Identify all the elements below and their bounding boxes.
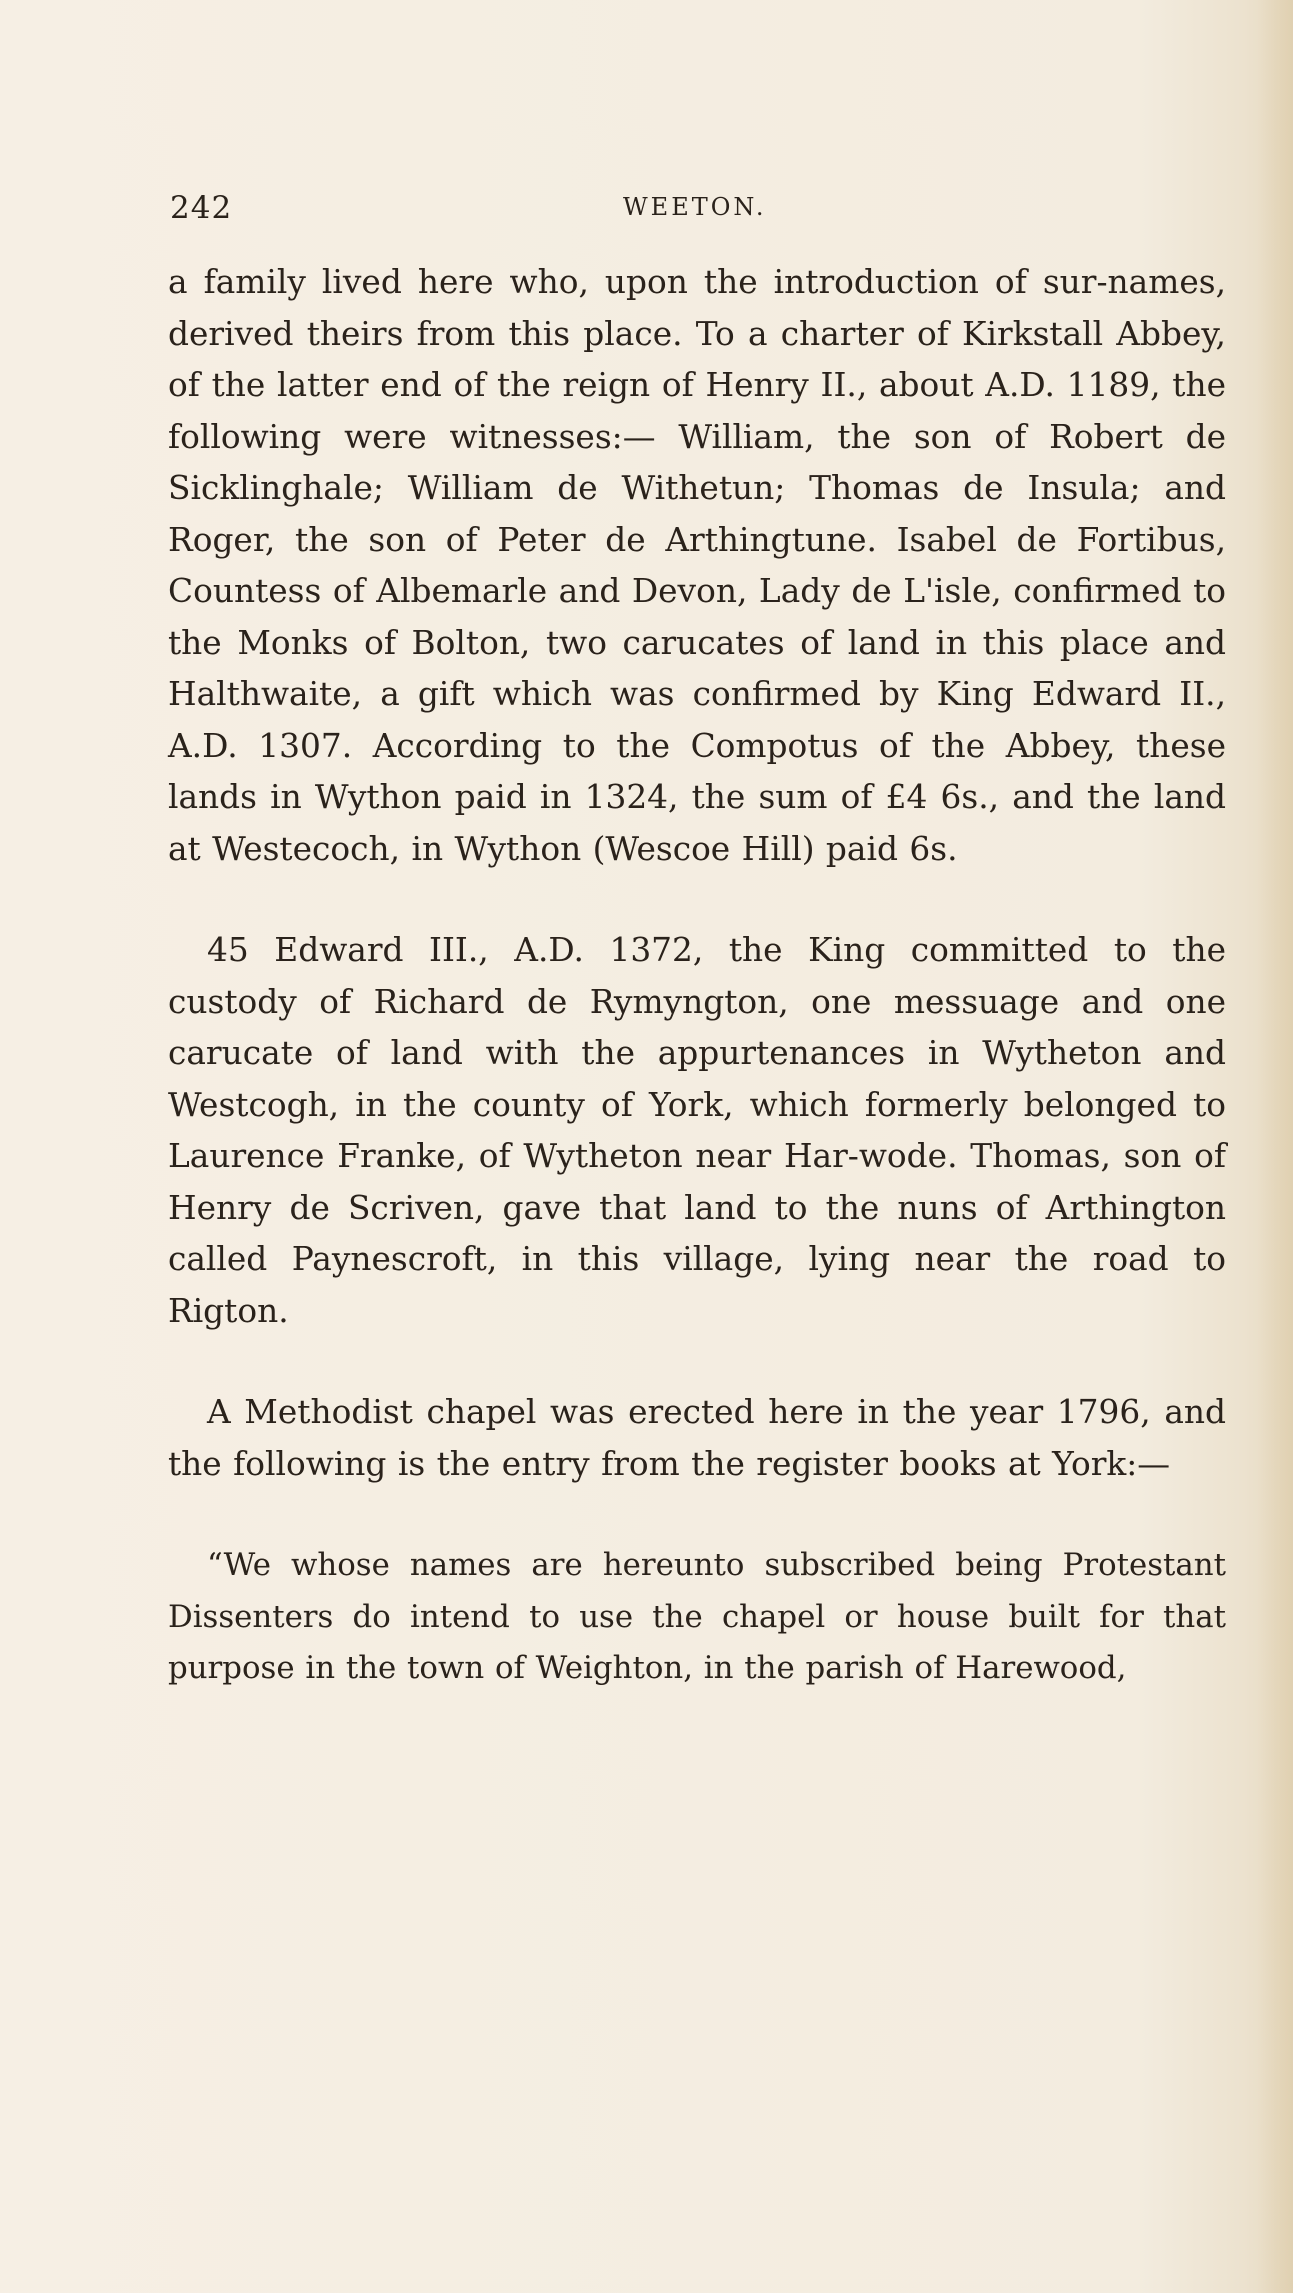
page-header bbox=[170, 190, 1230, 240]
register-quotation: “We whose names are hereunto subscribed being Protestant Dissenters do intend to use the chapel or house built for that purpose in the town of Weighton, in the parish of Harewood, bbox=[168, 1547, 1226, 1686]
page-edge-shadow bbox=[1257, 0, 1293, 2293]
running-head: WEETON. bbox=[623, 193, 767, 221]
paragraph-methodist-chapel: A Methodist chapel was erected here in the year 1796, and the following is the entry from the register books at York:— bbox=[168, 1393, 1226, 1483]
paragraph-weeton-history: a family lived here who, upon the introduction of sur-names, derived theirs from this place. To a charter of Kirkstall Abbey, of the latter end of the reign of Henry II., about A.D. 1189, the following were witnesses:— William, the son of Robert de Sicklinghale; William de Withetun; Thomas de Insula; and Roger, the son of Peter de Arthingtune. Isabel de Fortibus, Countess of Albemarle and Devon, Lady de L'isle, confirmed to the Monks of Bolton, two carucates of land in this place and Halthwaite, a gift which was confirmed by King Edward II., A.D. 1307. According to the Compotus of the Abbey, these lands in Wython paid in 1324, the sum of £4 6s., and the land at Westecoch, in Wython (Wescoe Hill) paid 6s. bbox=[168, 263, 1226, 868]
paragraph-edward-iii: 45 Edward III., A.D. 1372, the King committed to the custody of Richard de Rymyngton, one messuage and one carucate of land with the appurtenances in Wytheton and Westcogh, in the county of York, which formerly belonged to Laurence Franke, of Wytheton near Har-wode. Thomas, son of Henry de Scriven, gave that land to the nuns of Arthington called Paynescroft, in this village, lying near the road to Rigton. bbox=[168, 931, 1226, 1330]
page-number: 242 bbox=[170, 190, 233, 226]
page-body bbox=[168, 257, 1226, 1695]
